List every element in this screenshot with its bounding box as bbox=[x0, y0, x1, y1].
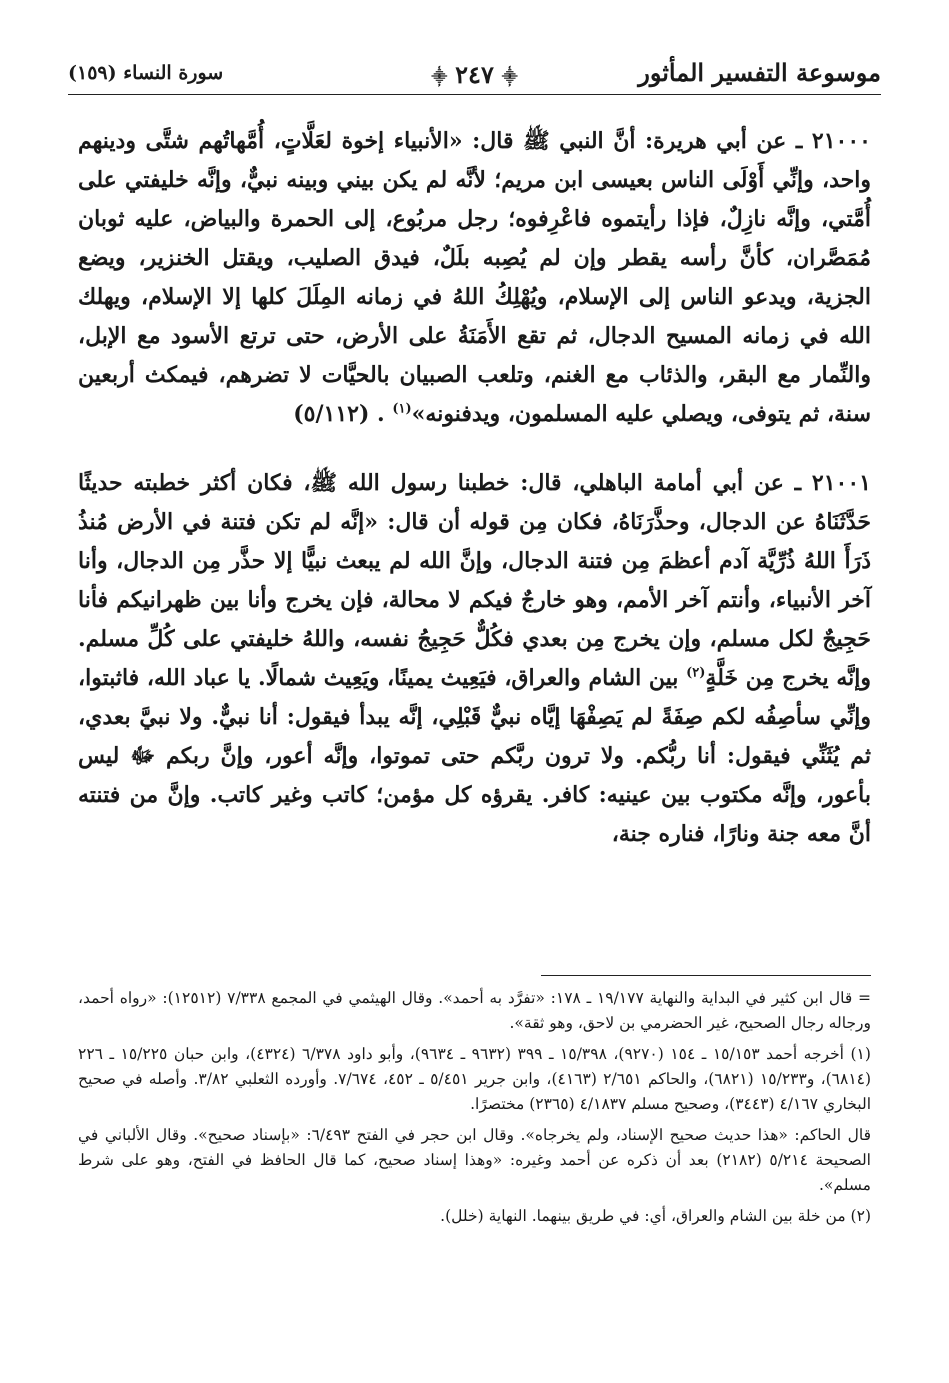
hadith-21001 bbox=[78, 464, 871, 854]
book-title: موسوعة التفسير المأثور bbox=[638, 58, 881, 87]
footnote-2: (٢) من خلة بين الشام والعراق، أي: في طريق بينهما. النهاية (خلل). bbox=[440, 1207, 871, 1225]
footnote-ref[interactable]: (٢) bbox=[686, 665, 706, 681]
footnote-ref[interactable]: (١) bbox=[392, 401, 412, 417]
page-number: ٢٤٧ bbox=[455, 60, 494, 89]
hadith-text: ـ عن أبي هريرة: أنَّ النبي ﷺ قال: «الأنبياء إخوة لعَلَّاتٍ، أُمَّهاتُهم شتَّى ودينهم واحد، وإنِّي أَوْلَى الناس بعيسى ابن مريم؛ لأنَّه لم يكن بيني وبينه نبيٌّ، وإنَّه خليفتي على أُمَّتي، وإنَّه نازِلٌ، فإذا رأيتموه فاعْرِفوه؛ رجل مربُوع، إلى الحمرة والبياض، عليه ثوبان مُمَصَّران، كأنَّ رأسه يقطر وإن لم يُصِبه بلَلٌ، فيدق الصليب، ويقتل الخنزير، ويضع الجزية، ويدعو الناس إلى الإسلام، ويُهْلِكُ اللهُ في زمانه المِلَلَ كلها إلا الإسلام، ويهلك الله في زمانه المسيح الدجال، ثم تقع الأَمَنَةُ على الأرض، حتى ترتع الأسود مع الإبل، والنِّمار مع البقر، والذئاب مع الغنم، وتلعب الصبيان بالحيَّات لا تضرهم، فيمكث أربعين سنة، ثم يتوفى، ويصلي عليه المسلمون، ويدفنونه» bbox=[78, 128, 871, 427]
hadith-number: ٢١٠٠١ bbox=[811, 470, 871, 496]
footnote-divider bbox=[541, 975, 871, 976]
footnote-1-grading: قال الحاكم: «هذا حديث صحيح الإسناد، ولم يخرجاه». وقال ابن حجر في الفتح ٦/٤٩٣: «بإسناد صحيح». وقال الألباني في الصحيحة ٥/٢١٤ (٢١٨٢) بعد أن ذكره عن أحمد وغيره: «وهذا إسناد صحيح، كما قال الحافظ في الفتح، وهو على شرط مسلم». bbox=[78, 1126, 871, 1194]
ornament-right-icon: ⸎ bbox=[501, 67, 518, 86]
hadith-text: ـ عن أبي أمامة الباهلي، قال: خطبنا رسول الله ﷺ، فكان أكثر خطبته حديثًا حَدَّثَنَاهُ عن الدجال، وحذَّرَنَاهُ، فكان مِن قوله أن قال: «إنَّه لم تكن فتنة في الأرض مُنذُ ذَرَأَ اللهُ ذُرِّيَّة آدم أعظمَ مِن فتنة الدجال، وإنَّ الله لم يبعث نبيًّا إلا حذَّر مِن الدجال، وأنا آخر الأنبياء، وأنتم آخر الأمم، وهو خارجٌ فيكم لا محالة، فإن يخرج وأنا بين ظهرانيكم فأنا حَجِيجٌ لكل مسلم، وإن يخرج مِن بعدي فكُلٌّ حَجِيجُ نفسه، واللهُ خليفتي على كُلِّ مسلم. وإنَّه يخرج مِن خَلَّةٍ bbox=[78, 470, 871, 691]
main-text bbox=[78, 122, 871, 854]
footnotes bbox=[78, 986, 871, 1235]
surah-title: سورة النساء (١٥٩) bbox=[68, 62, 224, 84]
footnote-1: (١) أخرجه أحمد ١٥/١٥٣ ـ ١٥٤ (٩٢٧٠)، ١٥/٣٩٨ ـ ٣٩٩ (٩٦٣٢ ـ ٩٦٣٤)، وأبو داود ٦/٣٧٨ (٤٣٢٤)، وابن حبان ١٥/٢٢٥ ـ ٢٢٦ (٦٨١٤)، و١٥/٢٣٣ (٦٨٢١)، والحاكم ٢/٦٥١ (٤١٦٣)، وابن جرير ٥/٤٥١ ـ ٤٥٢، ٧/٦٧٤. وأورده الثعلبي ٣/٨٢. وأصله في صحيح البخاري ٤/١٦٧ (٣٤٤٣)، وصحيح مسلم ٤/١٨٣٧ (٢٣٦٥) مختصرًا. bbox=[78, 1045, 872, 1113]
hadith-reference: . (٥/١١٢) bbox=[293, 401, 385, 427]
hadith-number: ٢١٠٠٠ bbox=[811, 128, 871, 154]
footnote-continuation: = قال ابن كثير في البداية والنهاية ١٩/١٧٧ ـ ١٧٨: «تفرَّد به أحمد». وقال الهيثمي في المجمع ٧/٣٣٨ (١٢٥١٢): «رواه أحمد، ورجاله رجال الصحيح، غير الحضرمي بن لاحق، وهو ثقة». bbox=[78, 989, 871, 1032]
hadith-text-continued: بين الشام والعراق، فيَعِيث يمينًا، ويَعِيث شمالًا. يا عباد الله، فاثبتوا، وإنِّي سأصِفُه لكم صِفَةً لم يَصِفْهَا إيَّاه نبيٌّ قَبْلِي، إنَّه يبدأ فيقول: أنا نبيٌّ. ولا نبيَّ بعدي، ثم يُثَنِّي فيقول: أنا ربُّكم. ولا ترون ربَّكم حتى تموتوا، وإنَّه أعور، وإنَّ ربكم ﷻ ليس بأعور، وإنَّه مكتوب بين عينيه: كافر. يقرؤه كل مؤمن؛ كاتب وغير كاتب. وإنَّ من فتنته أنَّ معه جنة ونارًا، فناره جنة، bbox=[78, 665, 871, 847]
ornament-left-icon: ⸎ bbox=[431, 67, 448, 86]
hadith-21000 bbox=[78, 122, 871, 434]
header-divider bbox=[68, 94, 881, 95]
page-header bbox=[68, 52, 881, 100]
